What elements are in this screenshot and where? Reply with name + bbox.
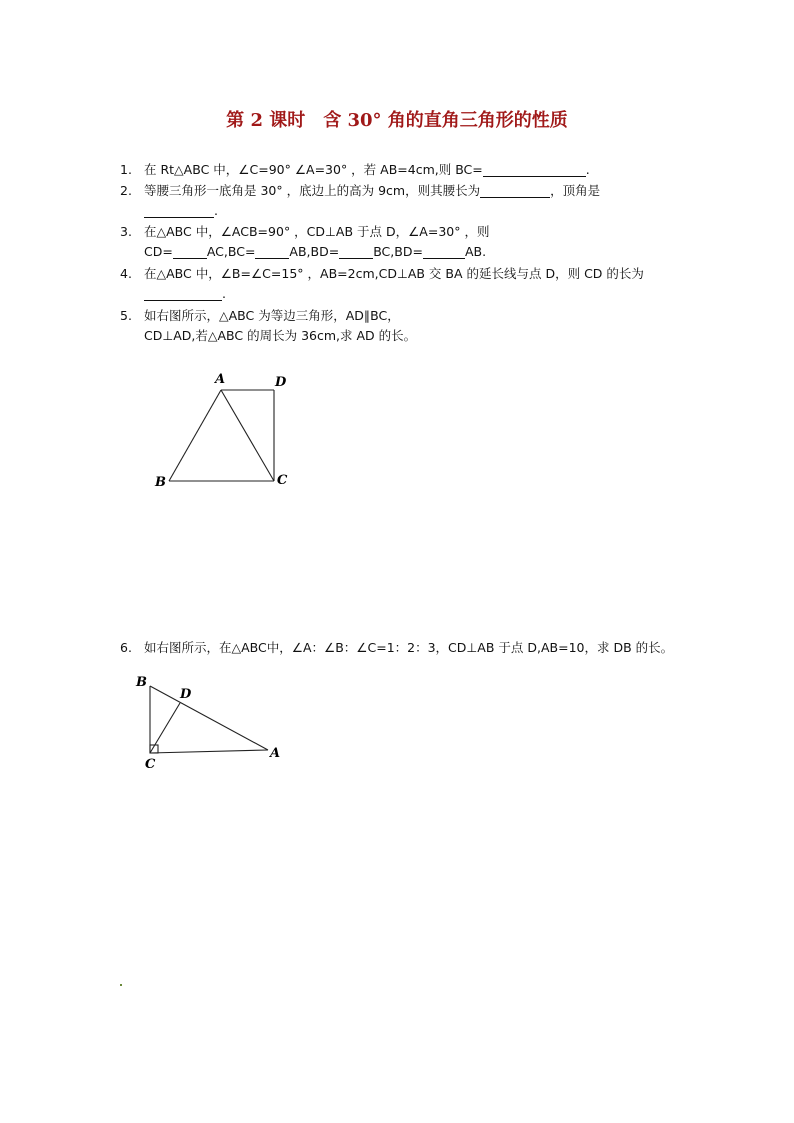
label-a: A	[215, 372, 226, 387]
page-title: 第 2 课时 含 30° 角的直角三角形的性质	[226, 110, 568, 131]
answer-blank[interactable]	[144, 286, 222, 301]
segment-ac	[221, 390, 274, 481]
stray-mark	[120, 984, 122, 986]
question-text: 在△ABC 中，∠B=∠C=15° ，AB=2cm,CD⊥AB 交 BA 的延长线与点 D，则 CD 的长为	[144, 266, 644, 281]
question-number: 3.	[120, 224, 132, 239]
question-text: 如右图所示，△ABC 为等边三角形，AD∥BC，	[144, 308, 400, 323]
question-text: CD=	[144, 244, 173, 259]
segment-ab	[169, 390, 221, 481]
answer-blank[interactable]	[483, 162, 586, 177]
question-text: 如右图所示，在△ABC中，∠A：∠B：∠C=1：2：3，CD⊥AB 于点 D,AB=10，求 DB 的长。	[144, 640, 674, 655]
question-text: 在 Rt△ABC 中，∠C=90° ∠A=30° ，若 AB=4cm,则 BC=	[144, 162, 483, 177]
answer-blank[interactable]	[255, 244, 289, 259]
label-d: D	[275, 375, 287, 390]
segment-ca	[150, 750, 268, 753]
label-d: D	[180, 687, 192, 702]
question-number: 2.	[120, 183, 132, 198]
question-number: 6.	[120, 640, 132, 655]
question-text: .	[585, 162, 590, 177]
question-text: AC,BC=	[206, 244, 256, 259]
answer-blank[interactable]	[423, 244, 465, 259]
question-6	[120, 638, 673, 658]
question-text: AB.	[464, 244, 487, 259]
question-text: 在△ABC 中，∠ACB=90° ，CD⊥AB 于点 D，∠A=30° ，则	[144, 224, 490, 239]
segment-ab	[150, 686, 268, 750]
question-1	[120, 160, 590, 180]
label-b: B	[136, 675, 147, 690]
question-text: BC,BD=	[373, 244, 423, 259]
label-a: A	[270, 746, 281, 761]
answer-blank[interactable]	[339, 244, 373, 259]
question-text: 等腰三角形一底角是 30° ，底边上的高为 9cm，则其腰长为	[144, 183, 481, 198]
answer-blank[interactable]	[144, 203, 214, 218]
question-4	[120, 264, 644, 301]
question-text: .	[222, 286, 226, 301]
question-text: ，顶角是	[550, 183, 601, 198]
question-text: AB,BD=	[289, 244, 340, 259]
question-number: 1.	[120, 162, 132, 177]
answer-blank[interactable]	[480, 183, 550, 198]
label-c: C	[145, 757, 156, 772]
question-text: CD⊥AD,若△ABC 的周长为 36cm,求 AD 的长。	[144, 328, 417, 343]
label-c: C	[277, 473, 288, 488]
question-text: .	[214, 203, 218, 218]
answer-blank[interactable]	[173, 244, 207, 259]
question-3	[120, 222, 490, 259]
figure-equilateral-triangle	[145, 366, 305, 496]
question-2	[120, 181, 601, 218]
label-b: B	[155, 475, 166, 490]
question-5	[120, 306, 417, 343]
question-number: 5.	[120, 308, 132, 323]
figure-right-triangle	[130, 668, 290, 778]
question-number: 4.	[120, 266, 132, 281]
